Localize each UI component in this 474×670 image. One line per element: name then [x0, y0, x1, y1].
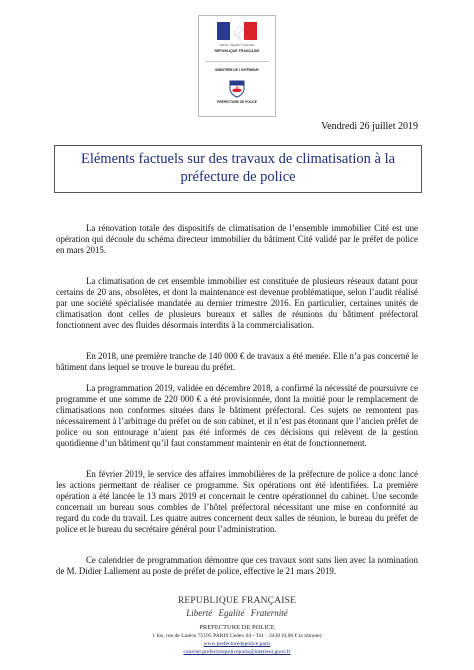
footer-prefecture: PREFECTURE DE POLICE: [199, 624, 275, 631]
paragraph-4: La programmation 2019, validée en décembre 2018, a confirmé la nécessité de poursuivre ce programme et une somme de 220 000 € a été provisionnée, dont la moitié pour le remplacement de climatisations non conformes situées dans le bâtiment préfectoral. Ces sujets ne remontent pas nécessairement à l’arbitrage du préfet ou de son cabinet, et il n’est pas étonnant que l’ancien préfet de police ou son entourage n’aient pas été informés de ces décisions qui relèvent de la gestion quotidienne d’un bâtiment qu’il faut constamment maintenir en état de fonctionnement.: [56, 383, 418, 448]
paragraph-3: En 2018, une première tranche de 140 000 € de travaux a été menée. Elle n’a pas concerné le bâtiment dans lequel se trouve le bureau du préfet.: [56, 351, 418, 372]
document-title: Eléments factuels sur des travaux de climatisation à la préfecture de police: [80, 151, 396, 185]
paragraph-6: Ce calendrier de programmation démontre que ces travaux sont sans lien avec la nomination de M. Didier Lallement au poste de préfet de police, effective le 21 mars 2019.: [56, 555, 418, 576]
logo-republic: RÉPUBLIQUE FRANÇAISE: [214, 49, 260, 53]
paragraph-1: La rénovation totale des dispositifs de climatisation de l’ensemble immobilier Cité est une opération qui découle du schéma directeur immobilier du bâtiment Cité validé par le préfet de police en mars 2015.: [56, 223, 418, 255]
footer-motto: Liberté Egalité Fraternité: [186, 608, 288, 618]
republic-emblem: [199, 16, 275, 60]
footer-website-link[interactable]: www.prefecturedepolice.paris: [203, 641, 271, 647]
paris-crest-icon: [229, 80, 245, 98]
tricolor-flag: [217, 22, 257, 40]
paragraph-2: La climatisation de cet ensemble immobilier est constituée de plusieurs réseaux datant pour certains de 20 ans, obsolètes, et dont la maintenance est devenue problématique, selon l’audit réalisé par une société spécialisée mandatée au dernier trimestre 2016. En particulier, certaines unités de climatisation dont celles de plusieurs bureaux et salles de réunions du bâtiment préfectoral fonctionnent avec des fluides désormais interdits à la commercialisation.: [56, 276, 418, 330]
document-date: Vendredi 26 juillet 2019: [321, 121, 418, 132]
footer-email-link[interactable]: courriel.prefecturepoliceparis@interieur.gouv.fr: [183, 649, 291, 655]
logo-ministry: MINISTÈRE DE L'INTÉRIEUR: [215, 68, 259, 72]
marianne-icon: [231, 26, 245, 40]
logo-divider: [205, 61, 269, 62]
paragraph-5: En février 2019, le service des affaires immobilières de la préfecture de police a donc lancé les actions permettant de réaliser ce programme. Six opérations ont été identifiées. La première opération a été lancée le 13 mars 2019 et concernait le centre opérationnel du cabinet. Une seconde concernait un bureau sous combles de l’hôtel préfectoral nécessitant une mise en conformité au regard du code du travail. Les quatre autres concernent deux salles de réunion, le bureau du préfet de police et le bureau du secrétaire général pour l’administration.: [56, 469, 418, 534]
footer-address: 1 bis, rue de Lutèce 75195 PARIS Cedex 04 - Tél. : 3430 (0,06 € la minute): [152, 633, 322, 639]
title-box: [54, 145, 422, 193]
footer-republic: REPUBLIQUE FRANÇAISE: [177, 596, 297, 606]
logo-prefecture: PRÉFECTURE DE POLICE: [217, 100, 257, 104]
logo-motto: Liberté • Égalité • Fraternité: [219, 43, 255, 47]
prefecture-logo: [198, 15, 276, 117]
